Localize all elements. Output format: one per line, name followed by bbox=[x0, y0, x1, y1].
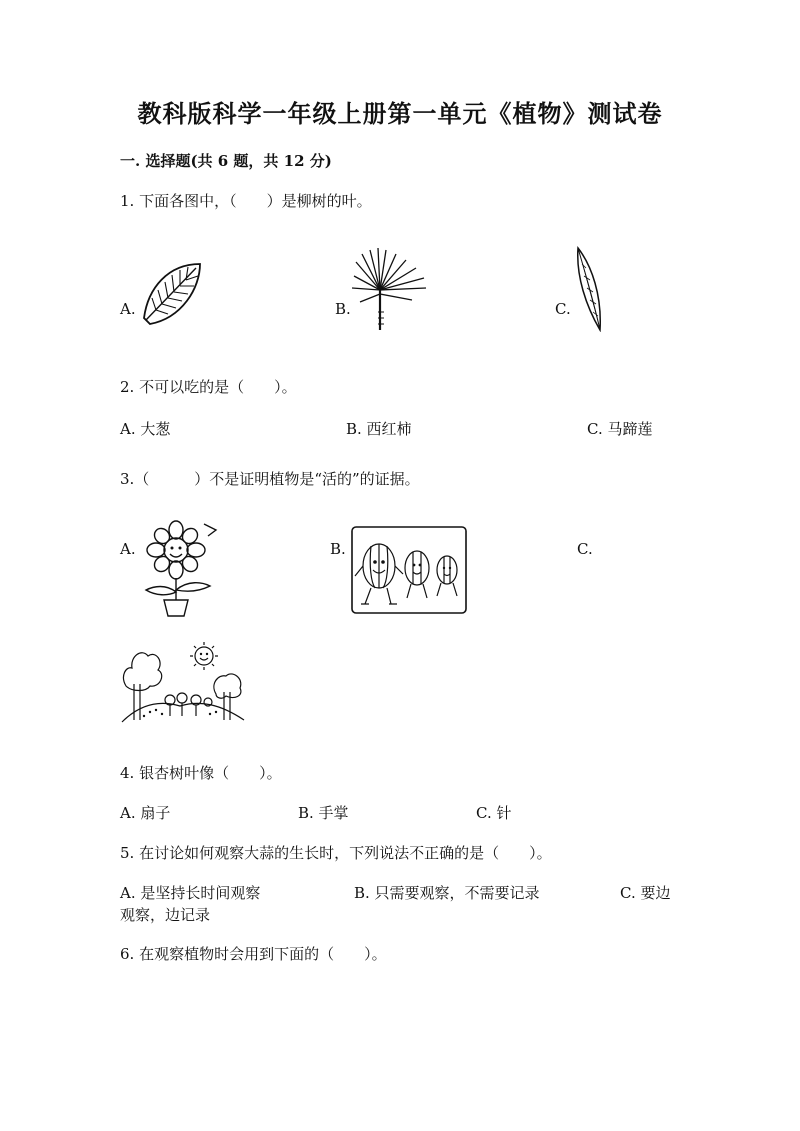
q3-option-a-label: A. bbox=[120, 540, 136, 558]
pine-needle-image bbox=[352, 248, 432, 332]
q2-option-b: B. 西红柿 bbox=[346, 420, 412, 438]
q3-option-c-label: C. bbox=[577, 540, 593, 558]
question-1-text: 1. 下面各图中，（ ）是柳树的叶。 bbox=[120, 192, 372, 210]
q2-option-a: A. 大葱 bbox=[120, 420, 171, 438]
q4-option-c: C. 针 bbox=[476, 804, 512, 822]
q4-option-b: B. 手掌 bbox=[298, 804, 349, 822]
q5-option-c: C. 要边 bbox=[620, 884, 671, 902]
q1-option-b-label: B. bbox=[335, 300, 351, 318]
question-4-text: 4. 银杏树叶像（ ）。 bbox=[120, 764, 282, 782]
question-2-text: 2. 不可以吃的是（ ）。 bbox=[120, 378, 297, 396]
q2-option-c: C. 马蹄莲 bbox=[587, 420, 653, 438]
q5-option-a: A. 是坚持长时间观察 bbox=[120, 884, 261, 902]
q1-option-a-label: A. bbox=[120, 300, 136, 318]
question-3-text: 3.（ ）不是证明植物是“活的”的证据。 bbox=[120, 470, 420, 488]
serrated-leaf-image bbox=[138, 258, 210, 330]
willow-leaf-image bbox=[572, 246, 606, 332]
section-heading: 一. 选择题(共 6 题，共 12 分) bbox=[120, 152, 332, 170]
page-title: 教科版科学一年级上册第一单元《植物》测试卷 bbox=[137, 99, 663, 128]
q5-option-c-continued: 观察，边记录 bbox=[120, 906, 211, 924]
question-6-text: 6. 在观察植物时会用到下面的（ ）。 bbox=[120, 945, 387, 963]
smiling-flower-image bbox=[138, 520, 222, 618]
q4-option-a: A. 扇子 bbox=[120, 804, 171, 822]
sunny-landscape-image bbox=[120, 640, 246, 726]
q1-option-c-label: C. bbox=[555, 300, 571, 318]
q3-option-b-label: B. bbox=[330, 540, 346, 558]
q5-option-b: B. 只需要观察，不需要记录 bbox=[354, 884, 540, 902]
question-5-text: 5. 在讨论如何观察大蒜的生长时，下列说法不正确的是（ ）。 bbox=[120, 844, 552, 862]
walking-watermelons-image bbox=[351, 526, 467, 614]
